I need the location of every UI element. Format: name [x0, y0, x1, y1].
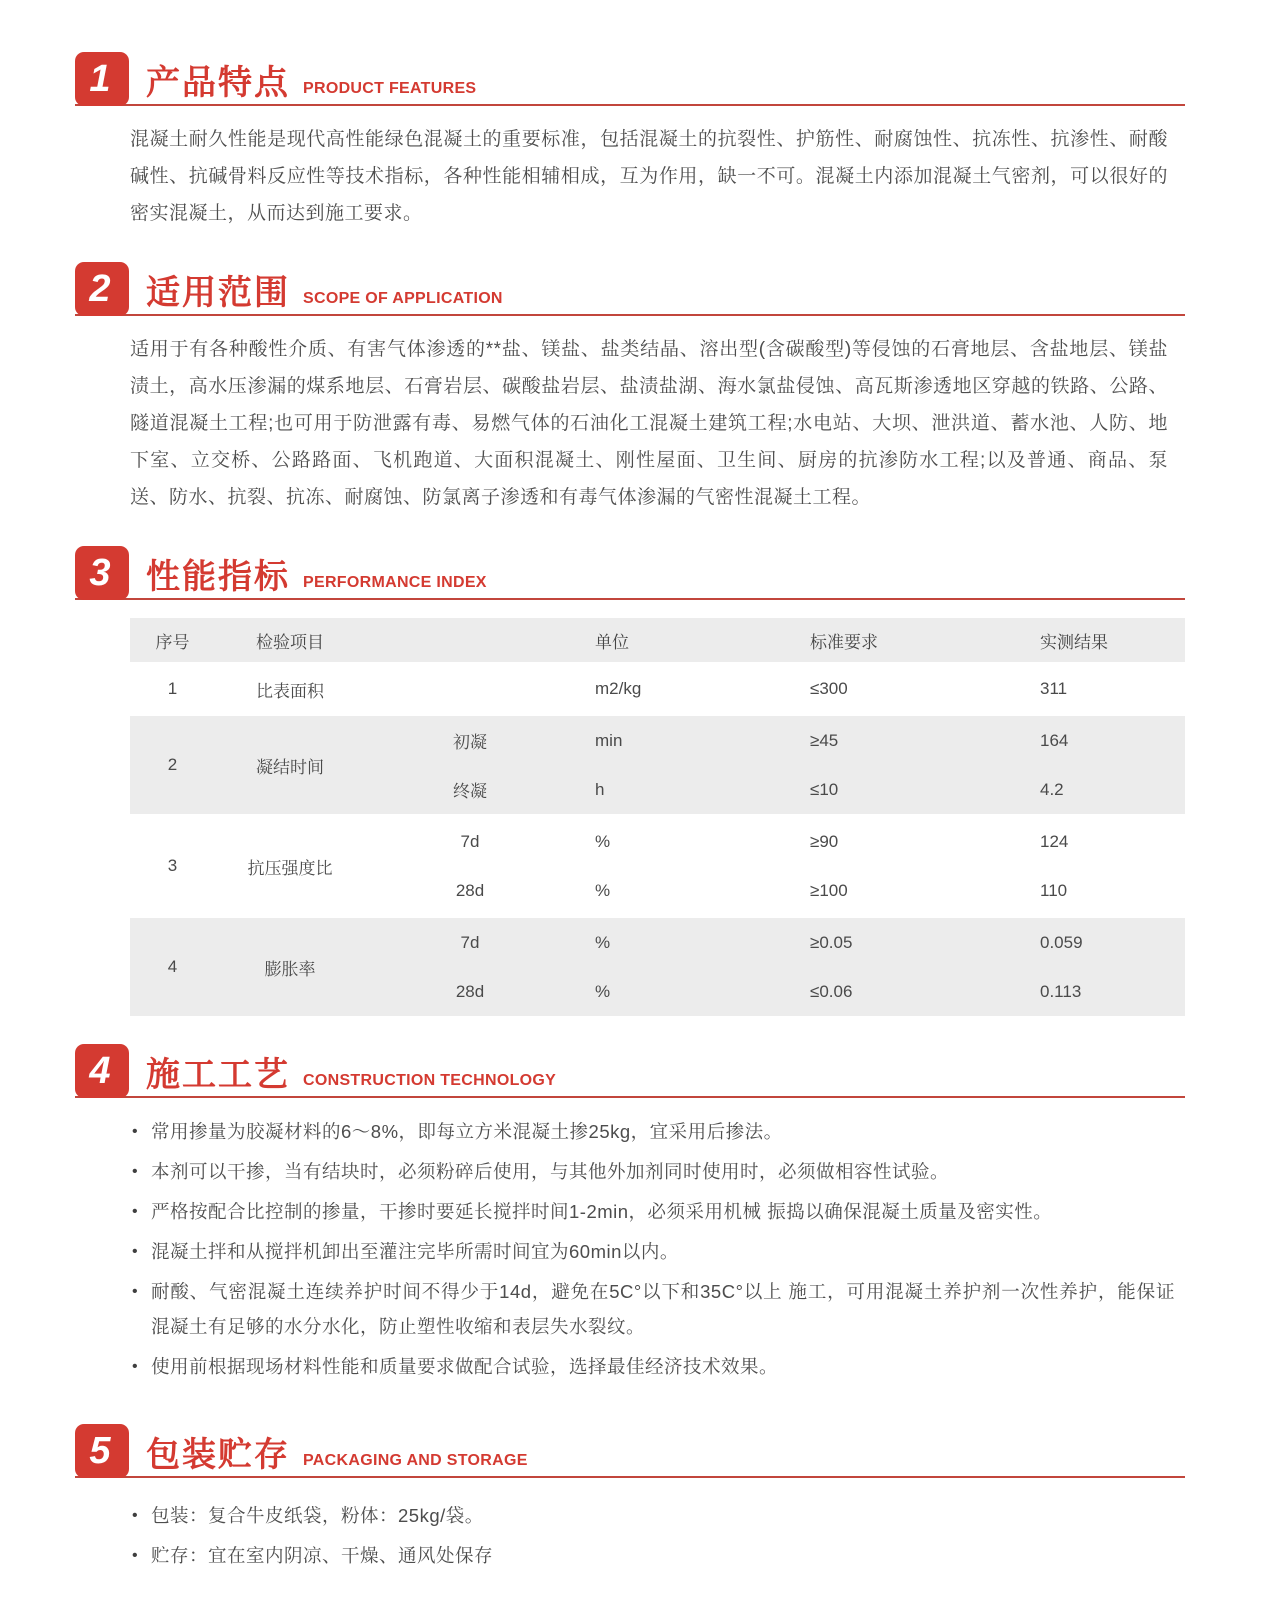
bullet-dot: • — [132, 1203, 139, 1220]
cell-result: 124 — [1040, 831, 1069, 851]
section-scope-of-application — [75, 262, 1185, 516]
section-1-number-badge: 1 — [75, 52, 129, 106]
section-2-body-text: 适用于有各种酸性介质、有害气体渗透的**盐、镁盐、盐类结晶、溶出型(含碳酸型)等侵蚀的石膏地层、含盐地层、镁盐渍土，高水压渗漏的煤系地层、石膏岩层、碳酸盐岩层、盐渍盐湖、海水氯盐侵蚀、高瓦斯渗透地区穿越的铁路、公路、隧道混凝土工程;也可用于防泄露有毒、易燃气体的石油化工混凝土建筑工程;水电站、大坝、泄洪道、蓄水池、人防、地下室、立交桥、公路路面、飞机跑道、大面积混凝土、刚性屋面、卫生间、厨房的抗渗防水工程;以及普通、商品、泵送、防水、抗裂、抗冻、耐腐蚀、防氯离子渗透和有毒气体渗漏的气密性混凝土工程。 — [130, 339, 1168, 508]
section-5-header — [75, 1424, 1185, 1478]
cell-requirement: ≥45 — [810, 730, 839, 750]
cell-item: 比表面积 — [256, 681, 324, 701]
table-sub-row — [365, 918, 1185, 967]
header-cell-result: 实测结果 — [1040, 632, 1108, 652]
table-sub-row — [365, 866, 1185, 915]
bullet-text: 耐酸、气密混凝土连续养护时间不得少于14d，避免在5C°以下和35C°以上 施工，可用混凝土养护剂一次性养护，能保证混凝土有足够的水分水化，防止塑性收缩和表层失水裂纹。 — [151, 1281, 1175, 1337]
section-4-header — [75, 1044, 1185, 1098]
section-2-title-en: SCOPE OF APPLICATION — [303, 290, 503, 307]
sub-rows — [365, 918, 1185, 1016]
cell-no: 3 — [167, 856, 178, 875]
section-5-number-badge: 5 — [75, 1424, 129, 1478]
cell-no: 1 — [167, 679, 178, 698]
cell-result: 110 — [1040, 880, 1068, 900]
header-cell-requirement: 标准要求 — [810, 632, 878, 652]
cell-unit: % — [595, 981, 611, 1001]
cell-result: 0.059 — [1040, 932, 1083, 952]
cell-unit: % — [595, 831, 611, 851]
cell-sub-item: 28d — [455, 981, 485, 1001]
section-2-header — [75, 262, 1185, 316]
cell-requirement: ≤10 — [810, 779, 839, 799]
cell-sub-item: 初凝 — [453, 733, 487, 752]
cell-unit: m2/kg — [595, 679, 642, 698]
table-row — [130, 665, 1185, 713]
cell-result: 164 — [1040, 730, 1069, 750]
table-sub-row — [365, 967, 1185, 1016]
section-construction-technology — [75, 1044, 1185, 1384]
cell-item: 膨胀率 — [264, 959, 316, 979]
cell-unit: h — [595, 779, 605, 799]
performance-table — [130, 618, 1185, 1016]
cell-item: 凝结时间 — [256, 757, 324, 777]
cell-no: 4 — [167, 957, 178, 976]
construction-bullet-list — [130, 1114, 1175, 1384]
bullet-item — [130, 1194, 1175, 1229]
cell-unit: min — [595, 730, 623, 750]
bullet-text: 本剂可以干掺，当有结块时，必须粉碎后使用，与其他外加剂同时使用时，必须做相容性试验。 — [151, 1161, 950, 1182]
bullet-item — [130, 1538, 1175, 1573]
table-row-group — [130, 716, 1185, 814]
bullet-dot: • — [132, 1243, 139, 1260]
section-4-number-badge: 4 — [75, 1044, 129, 1098]
section-5-title-zh: 包装贮存 — [146, 1436, 290, 1474]
section-3-header — [75, 546, 1185, 600]
table-header-row — [130, 618, 1185, 662]
section-packaging-and-storage — [75, 1424, 1185, 1573]
section-product-features — [75, 52, 1185, 232]
section-3-title-en: PERFORMANCE INDEX — [303, 574, 487, 591]
bullet-text: 包装：复合牛皮纸袋，粉体：25kg/袋。 — [151, 1505, 484, 1526]
bullet-item — [130, 1154, 1175, 1189]
bullet-text: 严格按配合比控制的掺量，干掺时要延长搅拌时间1-2min，必须采用机械 振捣以确保混凝土质量及密实性。 — [151, 1201, 1053, 1222]
cell-sub-item: 7d — [460, 932, 480, 952]
header-cell-item: 检验项目 — [256, 632, 324, 652]
header-cell-unit: 单位 — [595, 632, 629, 652]
cell-requirement: ≥0.05 — [810, 932, 853, 952]
section-2-number-badge: 2 — [75, 262, 129, 316]
cell-result: 311 — [1040, 679, 1068, 698]
table-sub-row — [365, 765, 1185, 814]
table-sub-row — [365, 716, 1185, 765]
section-performance-index — [75, 546, 1185, 1016]
bullet-dot: • — [132, 1283, 139, 1300]
cell-requirement: ≤300 — [810, 679, 848, 698]
section-1-title-zh: 产品特点 — [146, 64, 290, 102]
bullet-text: 贮存：宜在室内阴凉、干燥、通风处保存 — [151, 1545, 494, 1566]
section-4-title-en: CONSTRUCTION TECHNOLOGY — [303, 1072, 557, 1089]
bullet-item — [130, 1114, 1175, 1149]
cell-sub-item: 终凝 — [453, 782, 487, 801]
cell-requirement: ≥100 — [810, 880, 848, 900]
section-3-title-zh: 性能指标 — [146, 558, 290, 596]
cell-unit: % — [595, 932, 611, 952]
section-3-number-badge: 3 — [75, 546, 129, 600]
cell-item: 抗压强度比 — [247, 858, 333, 878]
cell-requirement: ≤0.06 — [810, 981, 853, 1001]
cell-no: 2 — [167, 755, 178, 774]
table-row-group — [130, 817, 1185, 915]
cell-sub-item: 28d — [455, 880, 485, 900]
bullet-dot: • — [132, 1547, 139, 1564]
bullet-text: 混凝土拌和从搅拌机卸出至灌注完毕所需时间宜为60min以内。 — [151, 1241, 679, 1262]
cell-result: 4.2 — [1040, 779, 1064, 799]
section-1-title-en: PRODUCT FEATURES — [303, 80, 477, 97]
section-1-header — [75, 52, 1185, 106]
header-cell-no: 序号 — [155, 632, 190, 652]
packaging-bullet-list — [130, 1498, 1175, 1573]
cell-sub-item: 7d — [460, 831, 480, 851]
cell-requirement: ≥90 — [810, 831, 839, 851]
bullet-dot: • — [132, 1358, 139, 1375]
section-1-body-text: 混凝土耐久性能是现代高性能绿色混凝土的重要标准，包括混凝土的抗裂性、护筋性、耐腐蚀性、抗冻性、抗渗性、耐酸碱性、抗碱骨料反应性等技术指标，各种性能相辅相成，互为作用，缺一不可。混凝土内添加混凝土气密剂，可以很好的密实混凝土，从而达到施工要求。 — [130, 129, 1168, 224]
sub-rows — [365, 817, 1185, 915]
bullet-text: 常用掺量为胶凝材料的6～8%，即每立方米混凝土掺25kg，宜采用后掺法。 — [151, 1121, 783, 1142]
bullet-text: 使用前根据现场材料性能和质量要求做配合试验，选择最佳经济技术效果。 — [151, 1356, 779, 1377]
sub-rows — [365, 716, 1185, 814]
table-sub-row — [365, 817, 1185, 866]
table-row-group — [130, 918, 1185, 1016]
bullet-item — [130, 1234, 1175, 1269]
bullet-item — [130, 1274, 1175, 1344]
cell-unit: % — [595, 880, 611, 900]
section-2-title-zh: 适用范围 — [146, 274, 290, 312]
bullet-dot: • — [132, 1163, 139, 1180]
section-5-title-en: PACKAGING AND STORAGE — [303, 1452, 528, 1469]
bullet-item — [130, 1349, 1175, 1384]
cell-result: 0.113 — [1040, 981, 1082, 1001]
section-4-title-zh: 施工工艺 — [146, 1056, 290, 1094]
bullet-dot: • — [132, 1123, 139, 1140]
bullet-dot: • — [132, 1507, 139, 1524]
bullet-item — [130, 1498, 1175, 1533]
